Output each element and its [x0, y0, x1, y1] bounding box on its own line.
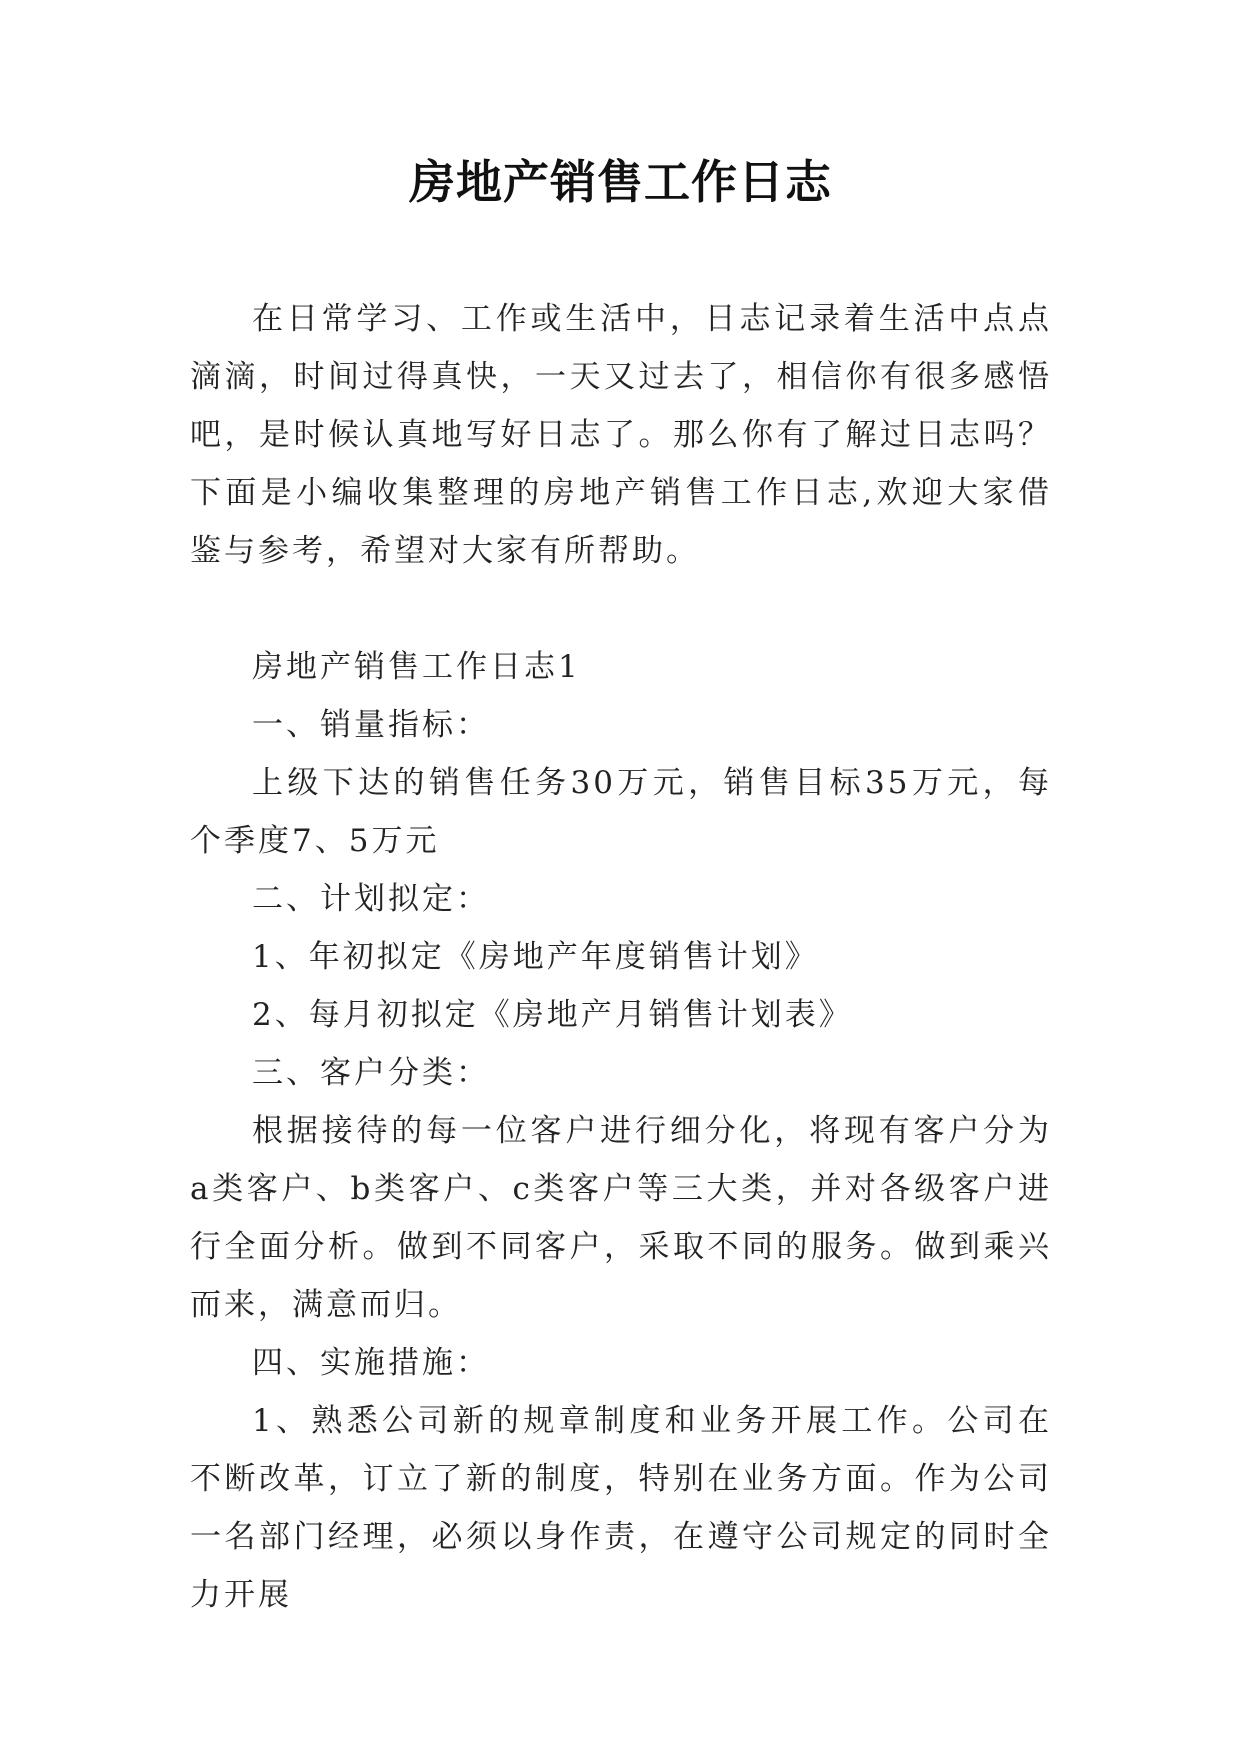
paragraph-sales-target: 上级下达的销售任务30万元，销售目标35万元，每个季度7、5万元	[190, 765, 1052, 859]
heading-customer-class: 三、客户分类：	[252, 1055, 490, 1091]
heading-plan: 二、计划拟定：	[252, 881, 490, 917]
paragraph-measures-1: 1、熟悉公司新的规章制度和业务开展工作。公司在不断改革，订立了新的制度，特别在业务方面。作为公司一名部门经理，必须以身作责，在遵守公司规定的同时全力开展	[190, 1403, 1052, 1613]
intro-paragraph: 在日常学习、工作或生活中，日志记录着生活中点点滴滴，时间过得真快，一天又过去了，相信你有很多感悟吧，是时候认真地写好日志了。那么你有了解过日志吗？下面是小编收集整理的房地产销售工作日志,欢迎大家借鉴与参考，希望对大家有所帮助。	[190, 301, 1052, 569]
list-item-plan-1: 1、年初拟定《房地产年度销售计划》	[252, 939, 819, 975]
section-heading: 房地产销售工作日志1	[252, 649, 581, 685]
paragraph-spacer	[190, 580, 1052, 638]
heading-measures: 四、实施措施：	[252, 1345, 490, 1381]
document-body	[190, 290, 1052, 1624]
heading-sales-target: 一、销量指标：	[252, 707, 490, 743]
document-title: 房地产销售工作日志	[409, 155, 832, 209]
paragraph-customer-class: 根据接待的每一位客户进行细分化，将现有客户分为a类客户、b类客户、c类客户等三大类，并对各级客户进行全面分析。做到不同客户，采取不同的服务。做到乘兴而来，满意而归。	[190, 1113, 1052, 1323]
list-item-plan-2: 2、每月初拟定《房地产月销售计划表》	[252, 997, 853, 1033]
